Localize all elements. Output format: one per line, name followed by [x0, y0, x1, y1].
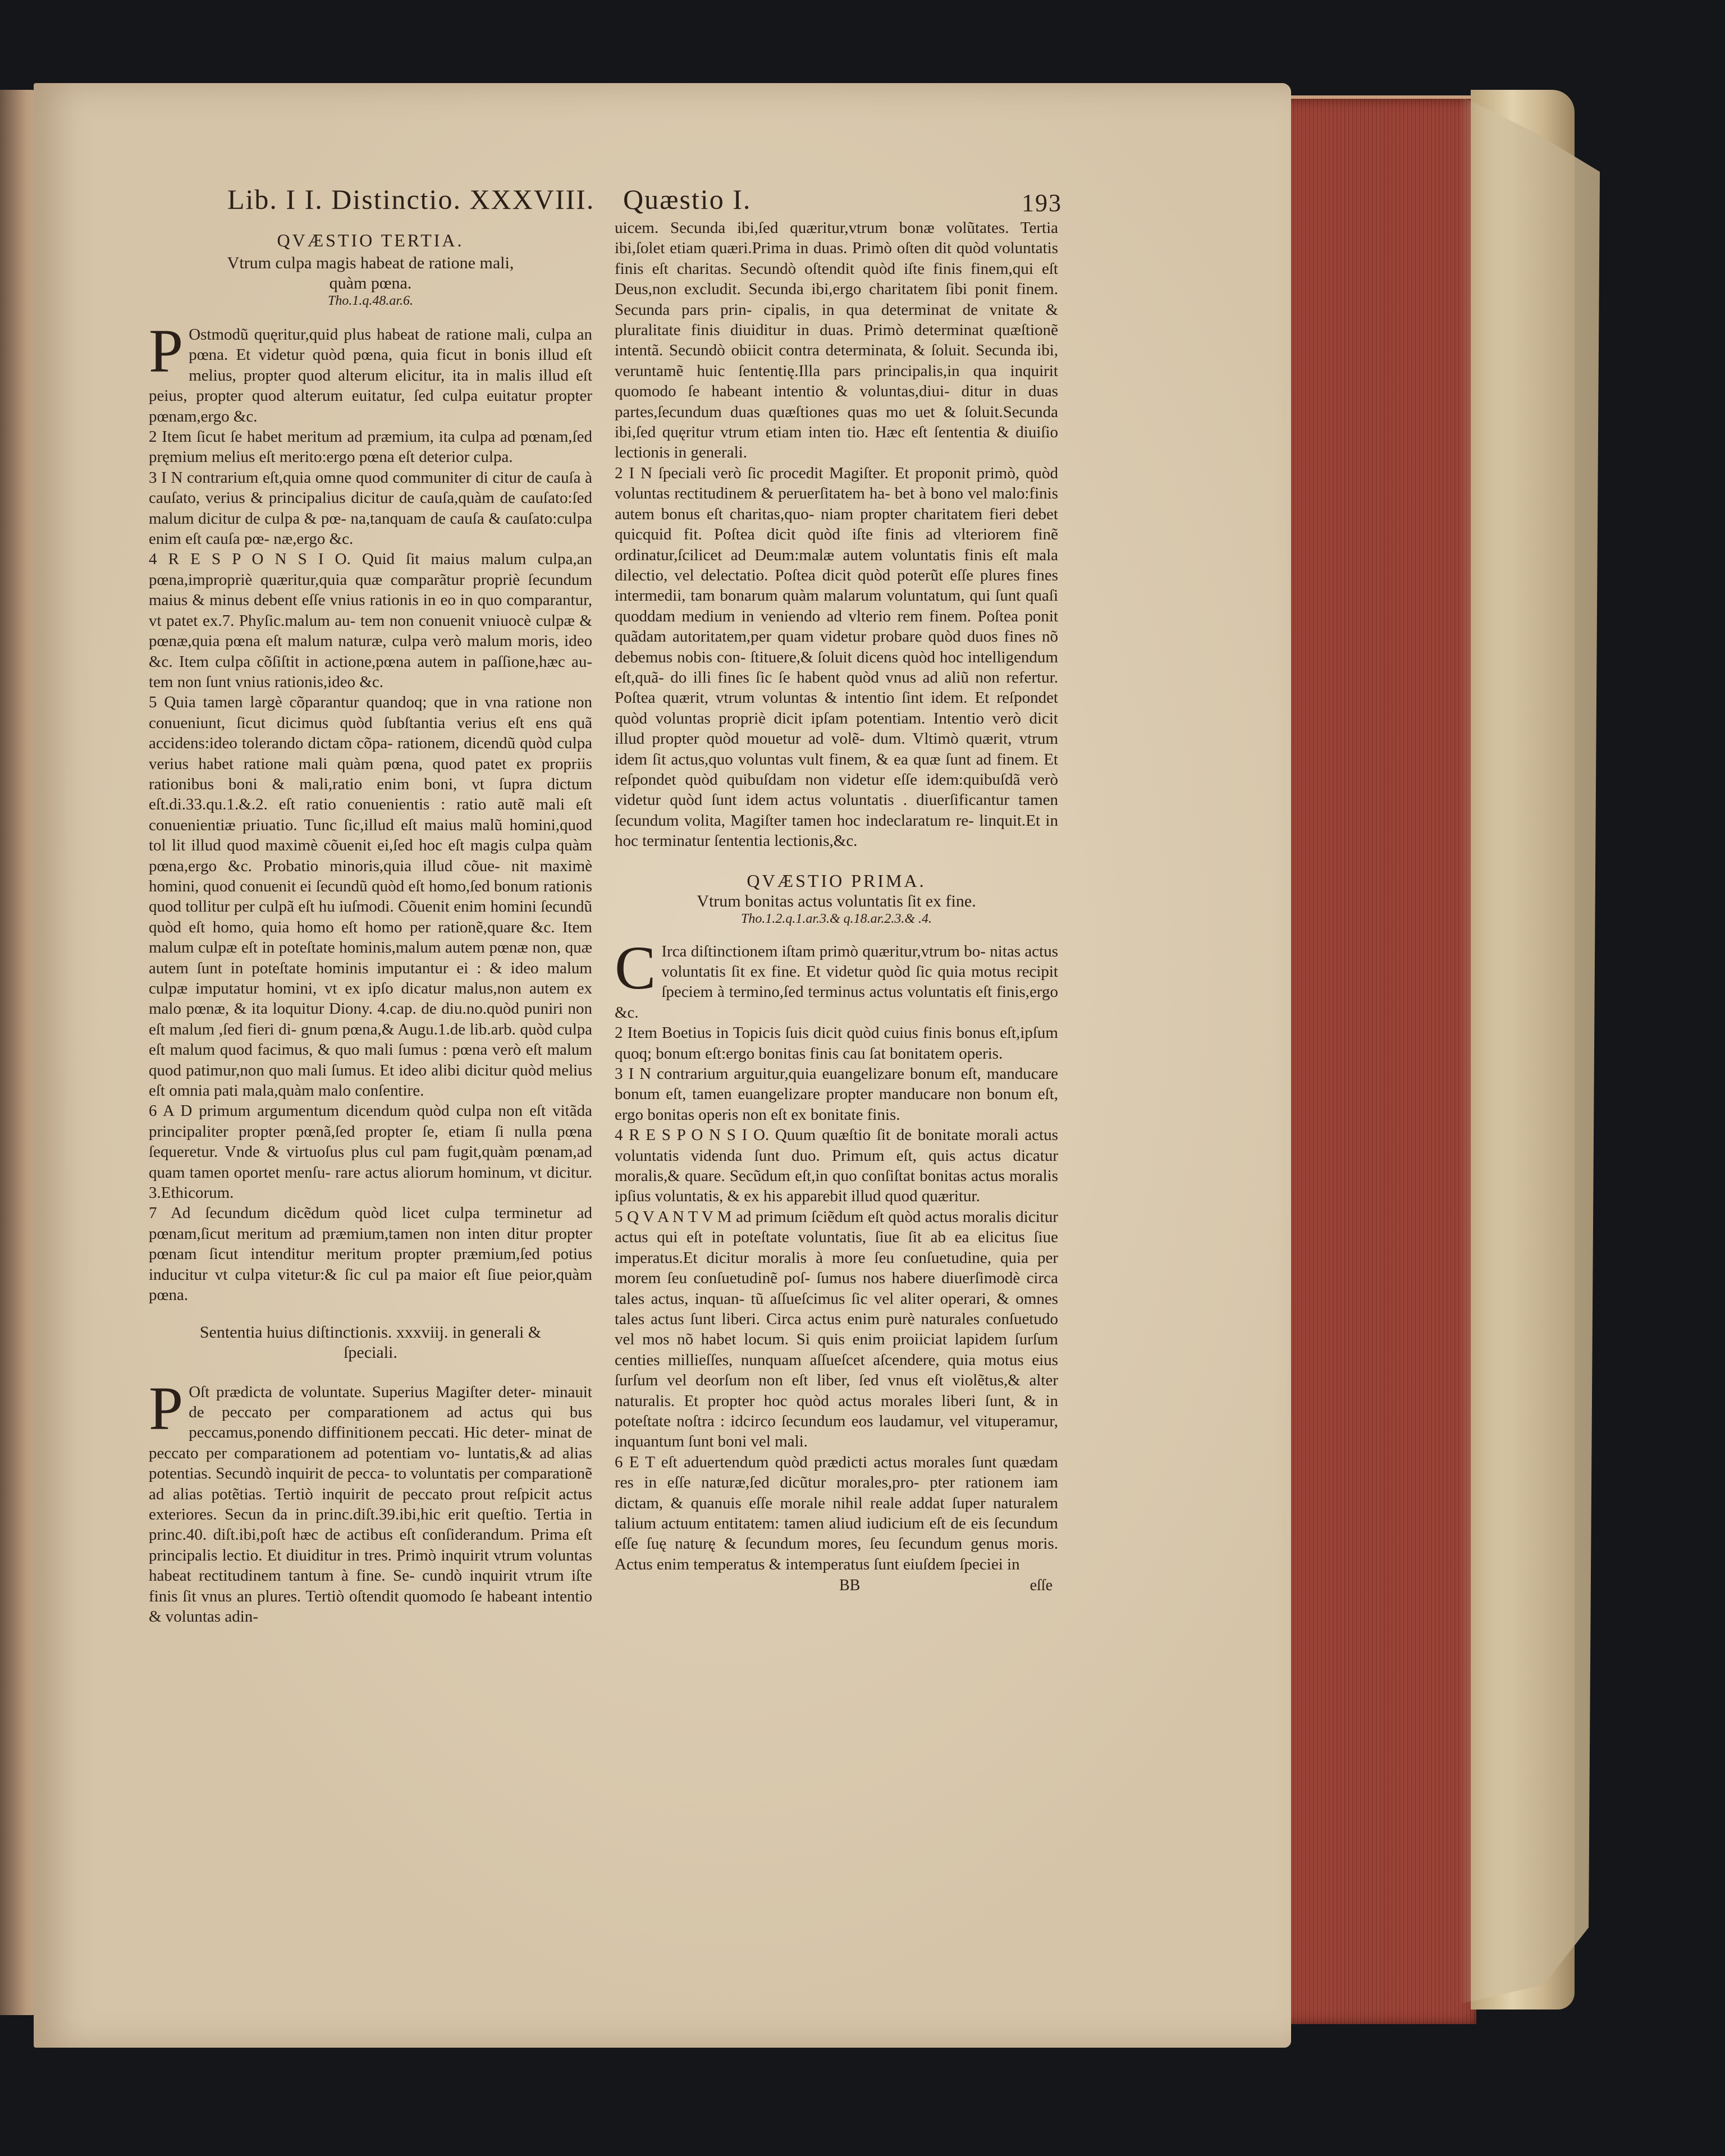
- right-column: [615, 218, 1058, 1599]
- question-title: QVÆSTIO TERTIA.: [277, 230, 464, 250]
- paragraph: Irca diſtinctionem iſtam primò quæritur,vtrum bo- nitas actus voluntatis ſit ex fine. Et videtur quòd ſic quia motus recipit ſpeciem à termino,ſed terminus actus voluntatis eſt finis,ergo &c.: [615, 942, 1058, 1022]
- question-reference: Tho.1.2.q.1.ar.3.& q.18.ar.2.3.& .4.: [740, 911, 932, 926]
- article-body: [615, 933, 1058, 1575]
- running-head-right: Quæstio I.: [623, 184, 752, 215]
- signature-mark: BB: [839, 1577, 861, 1595]
- paragraph: Oſt prædicta de voluntate. Superius Magiſter deter- minauit de peccato per comparationem ad actus qui bus peccamus,ponendo diffinitionem peccati. Hic deter- minat de peccato per comparationem ad potentiam vo- luntatis,& ad alias potentias. Secundò inquirit de pecca- to voluntatis per comparationẽ ad alias potẽtias. Tertiò inquirit de peccato prout reſpicit actus exteriores. Secun da in princ.diſt.39.ibi,hic erit queſtio. Tertia in princ.40. diſt.ibi,poſt hæc de actibus eſt conſiderandum. Prima eſt principalis lectio. Et diuiditur in tres. Primò inquirit vtrum voluntas habeat rectitudinem tantum à fine. Se- cundò inquirit vtrum iſte finis ſit vnus an plures. Tertiò oſtendit quomodo ſe habeant intentio & voluntas adin-: [149, 1383, 593, 1626]
- section-title: Sententia huius diſtinctionis. xxxviij. in generali & ſpeciali.: [199, 1322, 542, 1362]
- continued-text: [615, 218, 1058, 852]
- paragraph: uicem. Secunda ibi,ſed quæritur,vtrum bonæ volũtates. Tertia ibi,ſolet etiam quæri.Prima in duas. Primò oſten dit quòd voluntatis finis eſt charitas. Secundò oſtendit quòd iſte finis finem,qui eſt Deus,non excludit. Secunda ibi,ergo charitatem ſibi ponit finem. Secunda pars prin- cipalis, in qua determinat de vnitate & pluralitate finis diuiditur in duas. Primò determinat quæſtionẽ intentã. Secundò obiicit contra determinata, & ſoluit. Secunda ibi, veruntamẽ huic ſententię.Illa pars principalis,in qua inquirit quomodo ſe habeant intentio & voluntas,diui- ditur in duas partes,ſecundum duas quæſtiones quas mo uet & ſoluit.Secunda ibi,ſed quęritur vtrum etiam inten tio. Hæc eſt ſententia & diuiſio lectionis in generali.: [615, 219, 1058, 462]
- drop-cap: P: [149, 317, 184, 385]
- page-footer: [615, 1577, 1058, 1599]
- page-number: 193: [1022, 189, 1062, 217]
- paragraph: 2 Item ſicut ſe habet meritum ad præmium, ita culpa ad pœnam,ſed pręmium melius eſt merito:ergo pœna eſt deterior culpa.: [149, 428, 592, 466]
- paragraph: 2 Item Boetius in Topicis ſuis dicit quòd cuius finis bonus eſt,ipſum quoq; bonum eſt:ergo bonitas finis cau ſat bonitatem operis.: [615, 1024, 1058, 1063]
- drop-cap: P: [149, 1374, 184, 1443]
- paragraph: 3 I N contrarium arguitur,quia euangelizare bonum eſt, manducare bonum eſt, tamen euangelizare propter manducare non bonum eſt, ergo bonitas operis non eſt ex bonitate finis.: [615, 1065, 1058, 1124]
- paragraph: 5 Quia tamen largè cõparantur quandoq; que in vna ratione non conueniunt, ſicut dicimus quòd ſubſtantia verius eſt ens quã accidens:ideo tolerando dictam cõpa- rationem, dicendũ quòd culpa verius habet ratione mali quàm pœna, quod patet ex propriis rationibus boni & mali,ratio enim boni, vt ſupra dictum eſt.di.33.qu.1.&.2. eſt ratio conuenientis : ratio autẽ mali eſt conuenientiæ priuatio. Tunc ſic,illud eſt maius malũ homini,quod tol lit illud quod maximè cõuenit ei,ſed hoc eſt magis culpa quàm pœna,ergo &c. Probatio minoris,quia illud cõue- nit maximè homini, quod conuenit ei ſecundũ quòd eſt homo,ſed bonum rationis quod tollitur per culpã eſt hu iuſmodi. Cõuenit enim homini ſecundũ quòd eſt homo, quia homo eſt homo per rationẽ,quare &c. Item malum culpæ eſt in poteſtate hominis,malum autem pœnæ non, quæ autem ſunt in poteſtate hominis imputantur ei : & ideo malum culpæ imputatur homini, vt ex ipſo dicatur malus,non autem ex malo pœnæ, & ita loquitur Diony. 4.cap. de diu.no.quòd puniri non eſt malum ,ſed fieri di- gnum pœna,& Augu.1.de lib.arb. quòd culpa eſt malum quod facimus, & quo mali ſumus : pœna verò eſt malum quod patimur,non quo mali ſumus. Et ideo alibi dicitur quòd melius eſt omnia pati mala,quàm malo conſentire.: [149, 693, 592, 1100]
- paragraph: Ostmodũ quęritur,quid plus habeat de ratione mali, culpa an pœna. Et videtur quòd pœna, quia ficut in bonis illud eſt melius, propter quod alterum elicitur, ita in malis illud eſt peius, propter quod alterum euitatur, ſed culpa euitatur propter pœnam,ergo &c.: [149, 326, 592, 425]
- paragraph: 6 E T eſt aduertendum quòd prædicti actus morales ſunt quædam res in eſſe naturæ,ſed dicũtur morales,pro- pter rationem iam dictam, & quanuis eſſe morale nihil reale addat ſuper naturalem talium actuum entitatem: tamen aliud iudicium eſt de eis ſecundum eſſe ſuę naturę & ſecundum mores, ſeu ſecundum genus moris. Actus enim temperatus & intemperatus ſunt eiuſdem ſpeciei in: [615, 1453, 1058, 1573]
- left-column: [149, 230, 592, 1627]
- running-head: Lib. I I. Distinctio. XXXVIII.: [227, 184, 595, 215]
- question-subtitle: Vtrum bonitas actus voluntatis ſit ex fine.: [697, 891, 976, 910]
- question-reference: Tho.1.q.48.ar.6.: [327, 294, 414, 308]
- catchword: eſſe: [1029, 1577, 1053, 1595]
- book-page: [34, 83, 1291, 2048]
- paragraph: 2 I N ſpeciali verò ſic procedit Magiſter. Et proponit primò, quòd voluntas rectitudinem & peruerſitatem ha- bet à bono vel malo:finis autem bonus eſt charitas,quo- niam propter charitatem fieri debet quicquid fit. Poſtea dicit quòd iſte finis ad vlteriorem finẽ ordinatur,ſcilicet ad Deum:malæ autem voluntatis finis eſt mala dilectio, vel delectatio. Poſtea dicit quòd poterũt eſſe plures fines intermedii, tam bonarum quàm malarum voluntatum, qui ſunt quaſi quoddam medium in veniendo ad vlterio rem finem. Poſtea ponit quãdam autoritatem,per quam videtur probare quòd duos fines nõ debemus nobis con- ſtituere,& ſoluit dicens quòd hoc intelligendum eſt,quã- do illi fines ſic ſe habent quòd vnus ad aliũ non refertur. Poſtea quærit, vtrum voluntas & intentio ſint idem. Et reſpondet quòd voluntas propriè dicit ipſam potentiam. Intentio verò dicit illud propter quòd mouetur ad volẽ- dum. Vltimò quærit, vtrum idem ſit actus,quo voluntas vult finem, & ea quæ ſunt ad finem. Et reſpondet quòd quibuſdam non videtur eſſe idem:quibuſdã verò videtur quòd ſunt idem actus voluntatis . diuerſificantur tamen ſecundum volita, Magiſter tamen hoc indeclaratum re- linquit.Et in hoc terminatur ſententia lectionis,&c.: [615, 464, 1058, 850]
- paragraph: 3 I N contrarium eſt,quia omne quod communiter di citur de cauſa à cauſato, verius & principalius dicitur de cauſa,quàm de cauſato:ſed malum dicitur de culpa & pœ- na,tanquam de cauſa & cauſato:culpa enim eſt cauſa pœ- næ,ergo &c.: [149, 468, 592, 548]
- drop-cap: C: [615, 933, 656, 1002]
- binding-flap: [1459, 95, 1600, 2004]
- question-title: QVÆSTIO PRIMA.: [747, 870, 926, 891]
- question-subtitle: Vtrum culpa magis habeat de ratione mali, quàm pœna.: [227, 254, 514, 292]
- paragraph: 5 Q V A N T V M ad primum ſciẽdum eſt quòd actus moralis dicitur actus qui eſt in poteſtate voluntatis, ſiue ſit ab ea elicitus ſiue imperatus.Et dicitur moralis à more ſeu conſuetudine, quia per morem ſeu conſuetudinẽ poſ- ſumus nos habere diuerſimodè circa tales actus, inquan- tũ aſſueſcimus ſic vel aliter operari, & omnes tales actus ſunt liberi. Circa actus enim purè naturales conſuetudo vel mos nõ habet locum. Si quis enim proiiciat lapidem ſurſum centies millieſſes, nunquam aſſueſcet aſcendere, quia motus eius ſurſum vel deorſum non eſt liber, ſed vnus eſt violẽtus,& alter naturalis. Et propter hoc quòd actus morales liberi ſunt, & in poteſtate noſtra : idcirco ſecundum eos laudamur, vel vituperamur, inquantum ſunt boni vel mali.: [615, 1207, 1058, 1451]
- sententia-body: [149, 1374, 593, 1627]
- paragraph: 6 A D primum argumentum dicendum quòd culpa non eſt vitãda principaliter propter pœnã,ſed propter ſe, etiam ſi nulla pœna ſequeretur. Vnde & virtuoſus plus cul pam fugit,quàm pœnam,ad quam tamen oportet menſu- rare actus aliorum hominum, vt dicitur. 3.Ethicorum.: [149, 1102, 592, 1202]
- article-body: [149, 317, 592, 1306]
- paragraph: 7 Ad ſecundum dicẽdum quòd licet culpa terminetur ad pœnam,ſicut meritum ad præmium,tamen non inten ditur propter pœnam ſicut intenditur meritum propter præmium,ſed potius inducitur vt culpa vitetur:& ſic cul pa maior eſt ſiue peior,quàm pœna.: [149, 1204, 592, 1304]
- paragraph: 4 R E S P O N S I O. Quid ſit maius malum culpa,an pœna,impropriè quæritur,quia quæ comparãtur propriè ſecundum maius & minus debent eſſe vnius rationis in eo in quo comparantur, vt patet ex.7. Phyſic.malum au- tem non conuenit vniuocè culpæ & pœnæ,quia pœna eſt malum naturæ, culpa verò malum moris, ideo &c. Item culpa cõſiſtit in actione,pœna autem in paſſione,hæc au- tem non ſunt vnius rationis,ideo &c.: [149, 550, 592, 691]
- paragraph: 4 R E S P O N S I O. Quum quæſtio ſit de bonitate morali actus voluntatis videnda ſunt duo. Primum eſt, quis actus dicatur moralis,& quare. Secũdum eſt,in quo conſiſtat bonitas actus moralis ipſius voluntatis, & ex his apparebit illud quod quæritur.: [615, 1126, 1058, 1206]
